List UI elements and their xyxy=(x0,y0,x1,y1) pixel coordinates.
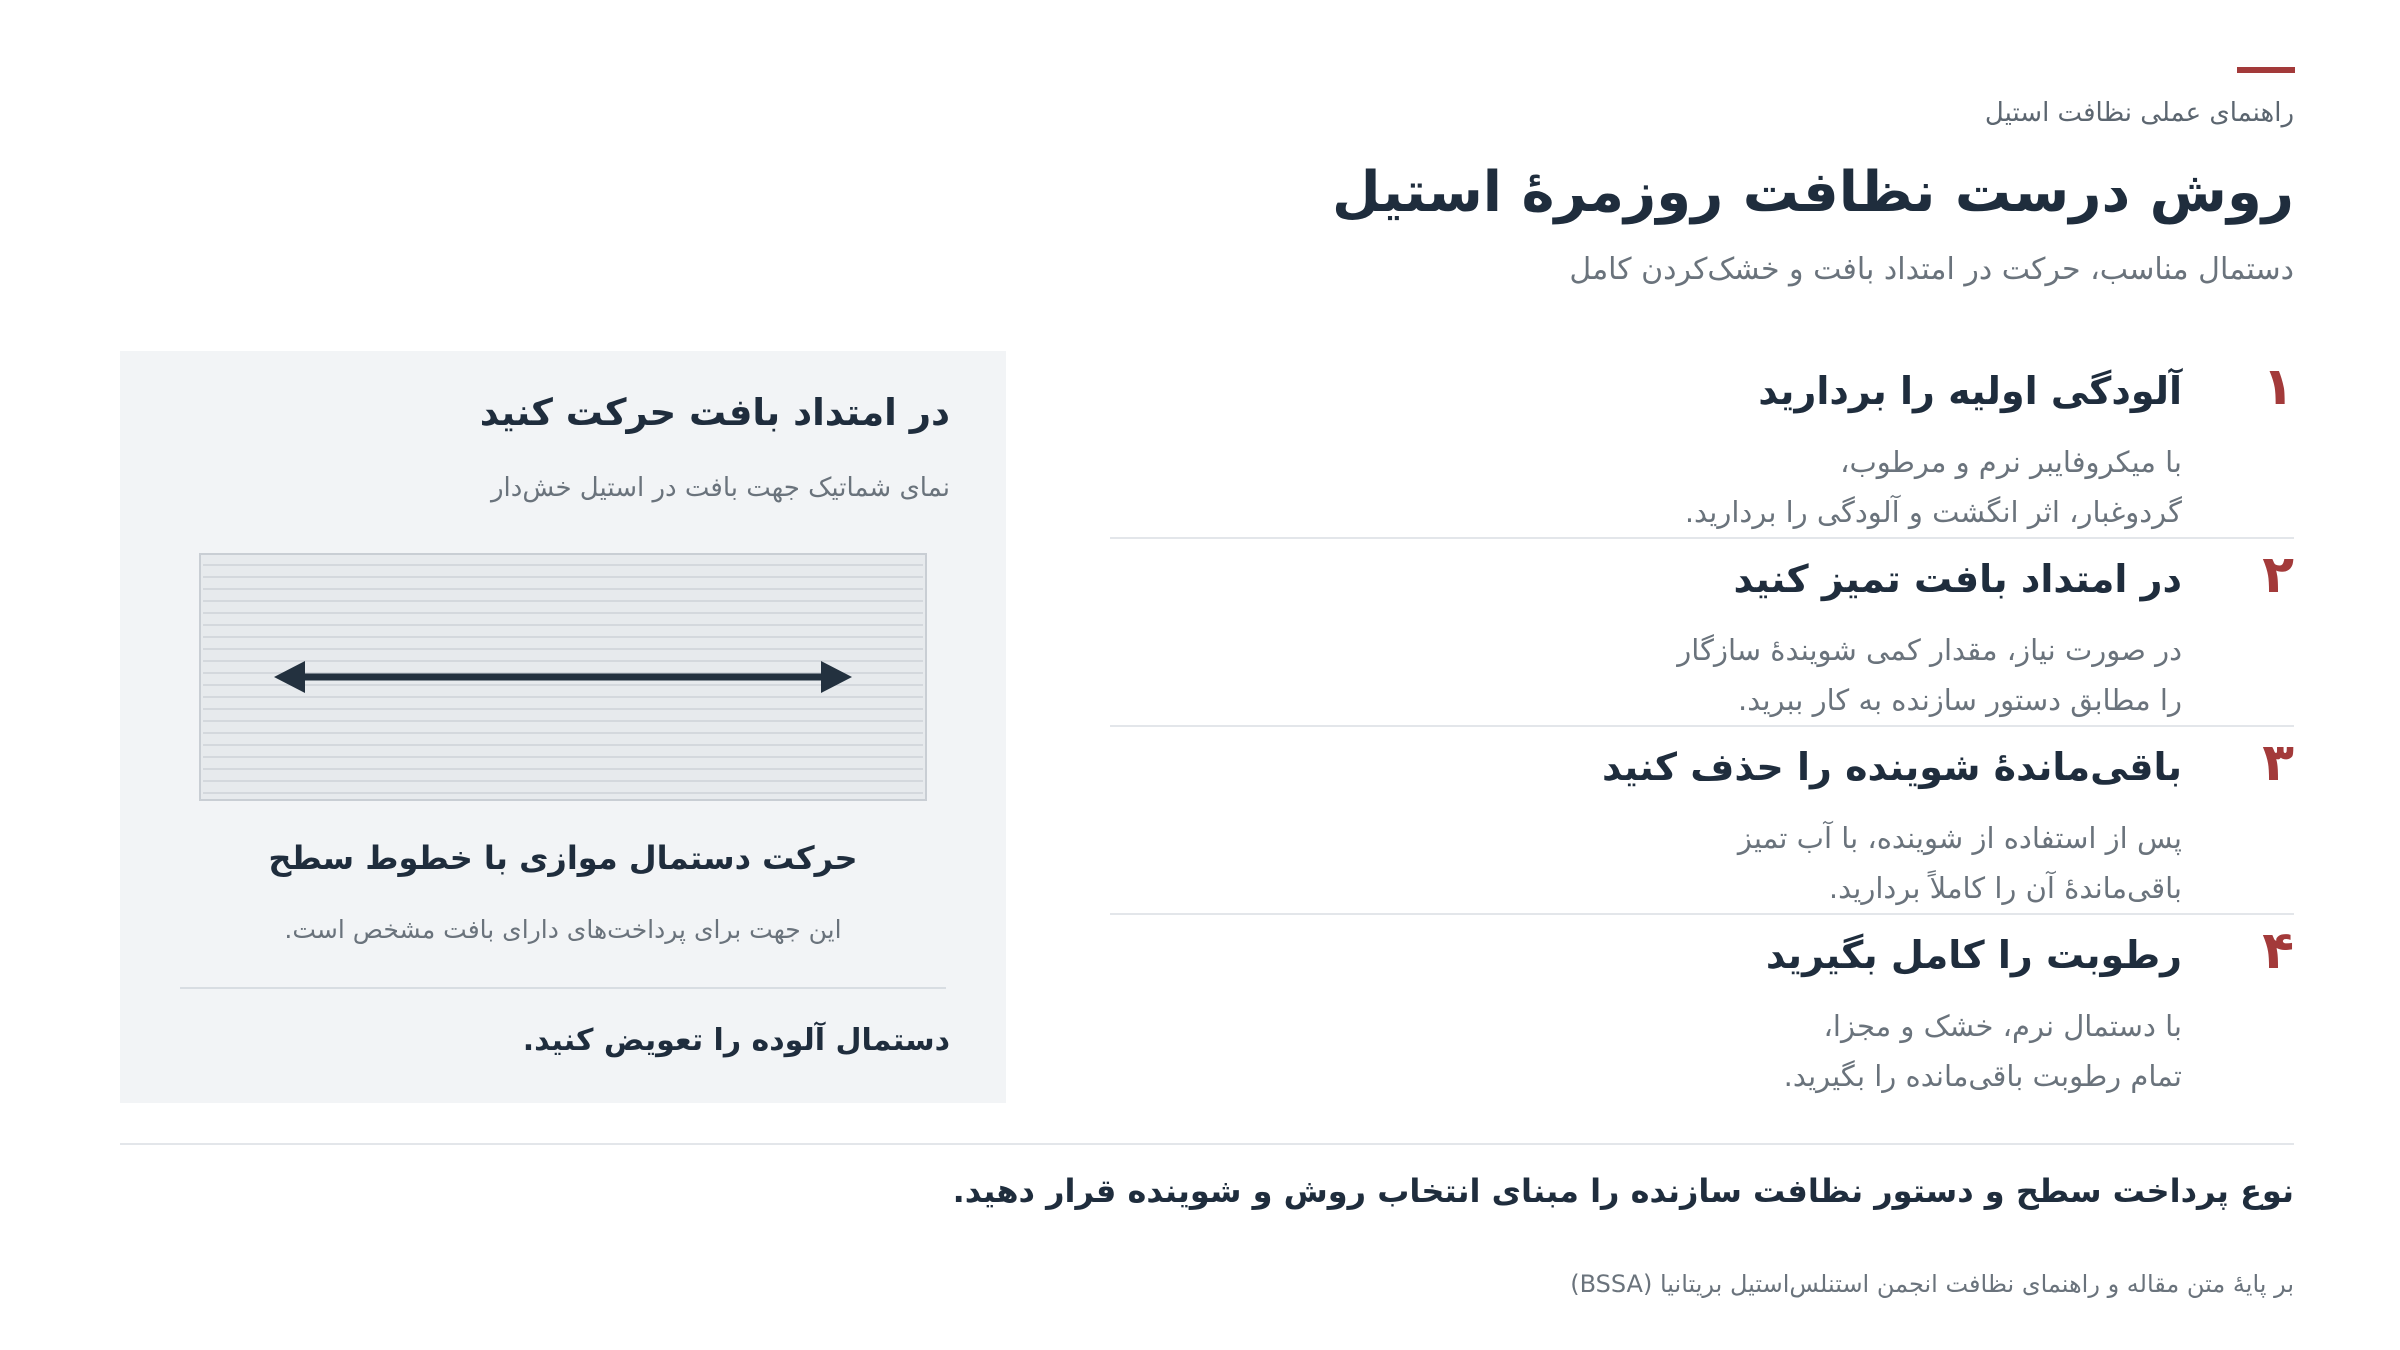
steps-list xyxy=(1110,351,2294,1101)
page-subtitle: دستمال مناسب، حرکت در امتداد بافت و خشک‌کردن کامل xyxy=(1569,252,2294,287)
step-item xyxy=(1110,915,2294,1101)
conclusion-text: نوع پرداخت سطح و دستور نظافت سازنده را مبنای انتخاب روش و شوینده قرار دهید. xyxy=(952,1172,2294,1210)
step-description-line: پس از استفاده از شوینده، با آب تمیز xyxy=(1737,821,2182,855)
step-description xyxy=(1738,813,2182,913)
panel-subtitle: نمای شماتیک جهت بافت در استیل خش‌دار xyxy=(490,473,950,503)
step-title: در امتداد بافت تمیز کنید xyxy=(1733,557,2182,601)
diagram-caption: حرکت دستمال موازی با خطوط سطح xyxy=(268,839,858,877)
step-title: باقی‌ماندهٔ شوینده را حذف کنید xyxy=(1601,745,2182,789)
step-description-line: باقی‌ماندهٔ آن را کاملاً بردارید. xyxy=(1828,871,2182,905)
step-description-line: را مطابق دستور سازنده به کار ببرید. xyxy=(1738,683,2182,717)
step-number: ۳ xyxy=(2262,733,2294,793)
step-title: آلودگی اولیه را بردارید xyxy=(1758,369,2182,413)
brushed-steel-diagram xyxy=(199,553,927,801)
step-number: ۴ xyxy=(2262,921,2294,981)
step-number: ۲ xyxy=(2262,545,2294,605)
eyebrow-label: راهنمای عملی نظافت استیل xyxy=(1984,98,2294,128)
step-number: ۱ xyxy=(2262,357,2294,417)
step-description-line: در صورت نیاز، مقدار کمی شویندهٔ سازگار xyxy=(1677,633,2182,667)
step-description xyxy=(1784,1001,2182,1101)
diagram-note: این جهت برای پرداخت‌های دارای بافت مشخص است. xyxy=(284,915,842,944)
panel-footer: دستمال آلوده را تعویض کنید. xyxy=(522,1023,950,1058)
step-description-line: با میکروفایبر نرم و مرطوب، xyxy=(1840,445,2182,479)
step-description-line: تمام رطوبت باقی‌مانده را بگیرید. xyxy=(1783,1059,2182,1093)
panel-title: در امتداد بافت حرکت کنید xyxy=(479,391,950,434)
page-title: روش درست نظافت روزمرهٔ استیل xyxy=(1331,160,2294,225)
step-item xyxy=(1110,539,2294,727)
accent-bar xyxy=(2237,67,2295,73)
panel-divider xyxy=(180,987,946,989)
step-description-line: با دستمال نرم، خشک و مجزا، xyxy=(1823,1009,2182,1043)
source-note: بر پایهٔ متن مقاله و راهنمای نظافت انجمن استنلس‌استیل بریتانیا (BSSA) xyxy=(1570,1270,2294,1298)
footer-divider xyxy=(120,1143,2294,1145)
step-item xyxy=(1110,727,2294,915)
texture-panel xyxy=(120,351,1006,1103)
step-description xyxy=(1677,625,2182,725)
step-description xyxy=(1685,437,2182,537)
step-item xyxy=(1110,351,2294,539)
step-description-line: گردوغبار، اثر انگشت و آلودگی را بردارید. xyxy=(1684,495,2182,529)
step-title: رطوبت را کامل بگیرید xyxy=(1765,933,2182,977)
